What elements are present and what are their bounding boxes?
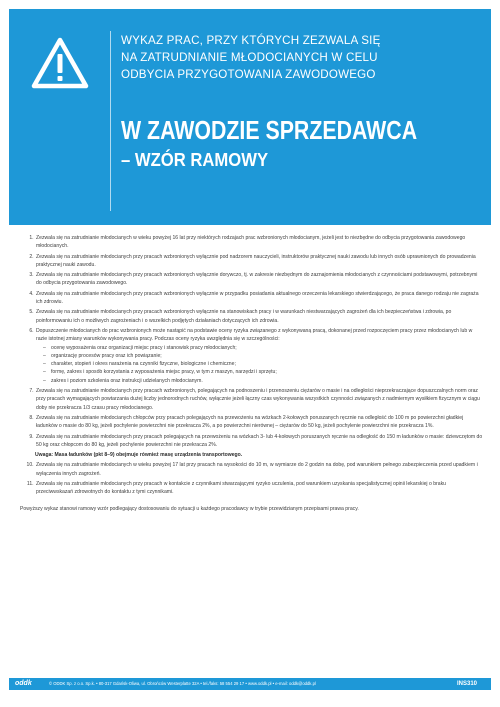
page-title [121, 113, 486, 173]
header-divider [110, 31, 111, 211]
header-banner [9, 9, 491, 225]
subtitle-line: WYKAZ PRAC, PRZY KTÓRYCH ZEZWALA SIĘ [121, 34, 381, 47]
rules-list [20, 234, 483, 449]
footer-contact: © ODDK Sp. z o.o. Sp.k. • 80-317 Gdańsk-Oliwa, ul. Obrońców Westerplatte 32A • tel./faks: 58 554 29 17 • www.oddk.pl • e-mail: oddk@oddk.pl [49, 681, 316, 686]
list-item: 11. Zezwala się na zatrudnianie młodocianych przy pracach w kontakcie z czynnikami stwarzającymi ryzyko uczulenia, pod warunkiem uzyskania specjalistycznej opinii lekarskiej o braku przeciwwskazań zdrowotnych do kontaktu z tymi czynnikami. [35, 480, 483, 497]
list-item: 4. Zezwala się na zatrudnianie młodocianych przy pracach wzbronionych wyłącznie w przypadku posiadania aktualnego orzeczenia lekarskiego stwierdzającego, że praca danego rodzaju nie zagraża ich zdrowiu. [35, 290, 483, 307]
sub-list-item: – ocenę wyposażenia oraz organizacji miejsc pracy i stanowisk pracy młodocianych; [50, 344, 483, 352]
product-code: INS310 [456, 681, 477, 687]
sub-list-item: – organizację procesów pracy oraz ich powiązanie; [50, 352, 483, 360]
subtitle-line: NA ZATRUDNIANIE MŁODOCIANYCH W CELU [121, 51, 378, 64]
warning-triangle-icon [31, 37, 89, 89]
sub-list [36, 344, 483, 385]
document-body [20, 234, 483, 513]
list-item: 7. Zezwala się na zatrudnianie młodocianych przy pracach wzbronionych, polegających na podnoszeniu i przenoszeniu ciężarów o masie i na odległości nieprzekraczające dopuszczalnych norm oraz przy pracach wymagających powtarzania dużej liczby jednorodnych ruchów, wyłącznie jeżeli łączny czas wykonywania wszystkich czynności związanych z nadmiernym wysiłkiem fizycznym w ciągu doby nie przekracza 1/3 czasu pracy młodocianego. [35, 387, 483, 412]
closing-paragraph: Powyższy wykaz stanowi ramowy wzór podlegający dostosowaniu do sytuacji u każdego pracodawcy w trybie przewidzianym przepisami prawa pracy. [20, 505, 359, 512]
company-logo: oddk [15, 680, 32, 687]
list-item: 8. Zezwala się na zatrudnianie młodocianych chłopców przy pracach polegających na przewożeniu na wózkach 2-kołowych poruszanych ręcznie na odległość do 100 m po powierzchni gładkiej ładunków o masie do 80 kg, jeżeli pochylenie powierzchni nie przekracza 2%, a po powierzchni nierównej – ciężarów do 50 kg, jeżeli pochylenie powierzchni nie przekracza 1%. [35, 414, 483, 431]
list-item-text: Dopuszczenie młodocianych do prac wzbronionych może nastąpić na podstawie oceny ryzyka związanego z wykonywaną pracą, dokonanej przed rozpoczęciem pracy przez młodocianych lub w razie istotnej zmiany warunków wykonywania pracy. Podczas oceny ryzyka uwzględnia się w szczególności: [36, 327, 473, 343]
sub-list-item: – charakter, stopień i okres narażenia na czynniki fizyczne, biologiczne i chemiczne; [50, 360, 483, 368]
list-item: 5. Zezwala się na zatrudnianie młodocianych przy pracach wzbronionych wyłącznie na stanowiskach pracy i w warunkach niestwarzających zagrożeń dla ich bezpieczeństwa i zdrowia, po poinformowaniu ich o możliwych zagrożeniach i o wszelkich podjętych działaniach dotyczących ich zdrowia. [35, 308, 483, 325]
list-item: 10. Zezwala się na zatrudnianie młodocianych w wieku powyżej 17 lat przy pracach na wysokości do 10 m, w wymiarze do 2 godzin na dobę, pod warunkiem pełnego zabezpieczenia przed upadkiem i wyłączenia innych zagrożeń. [35, 461, 483, 478]
rules-list-continued [20, 461, 483, 496]
list-item: 2. Zezwala się na zatrudnianie młodocianych przy pracach wzbronionych wyłącznie pod nadzorem nauczycieli, instruktorów praktycznej nauki zawodu lub innych osób uprawnionych do prowadzenia praktycznej nauki zawodu. [35, 253, 483, 270]
footer-bar [9, 678, 491, 690]
sub-list-item: – zakres i poziom szkolenia oraz instrukcji udzielanych młodocianym. [50, 377, 483, 385]
subtitle-line: ODBYCIA PRZYGOTOWANIA ZAWODOWEGO [121, 68, 376, 81]
title-line-1: W ZAWODZIE SPRZEDAWCA [121, 115, 418, 145]
list-item [35, 327, 483, 385]
list-item: 1. Zezwala się na zatrudnianie młodocianych w wieku powyżej 16 lat przy niektórych rodzajach prac wzbronionych młodocianym, jeżeli jest to niezbędne do odbycia przygotowania zawodowego młodocianych. [35, 234, 483, 251]
header-subtitle [121, 32, 481, 83]
note: Uwaga: Masa ładunków (pkt 8–9) obejmuje również masę urządzenia transportowego. [35, 452, 243, 459]
list-item: 9. Zezwala się na zatrudnianie młodocianych przy pracach polegających na przewożeniu na wózkach 3- lub 4-kołowych poruszanych ręcznie na odległość do 150 m ładunków o masie: dziewczętom do 50 kg oraz chłopcom do 80 kg, jeżeli pochylenie powierzchni nie przekracza 2%. [35, 433, 483, 450]
sub-list-item: – formę, zakres i sposób korzystania z wyposażenia miejsc pracy, w tym z maszyn, narzędzi i sprzętu; [50, 368, 483, 376]
title-line-2: – WZÓR RAMOWY [121, 149, 269, 170]
list-item: 3. Zezwala się na zatrudnianie młodocianych przy pracach wzbronionych wyłącznie dorywczo, tj. w zakresie niezbędnym do zaznajomienia młodocianych z czynnościami podstawowymi, potrzebnymi do odbycia przygotowania zawodowego. [35, 271, 483, 288]
